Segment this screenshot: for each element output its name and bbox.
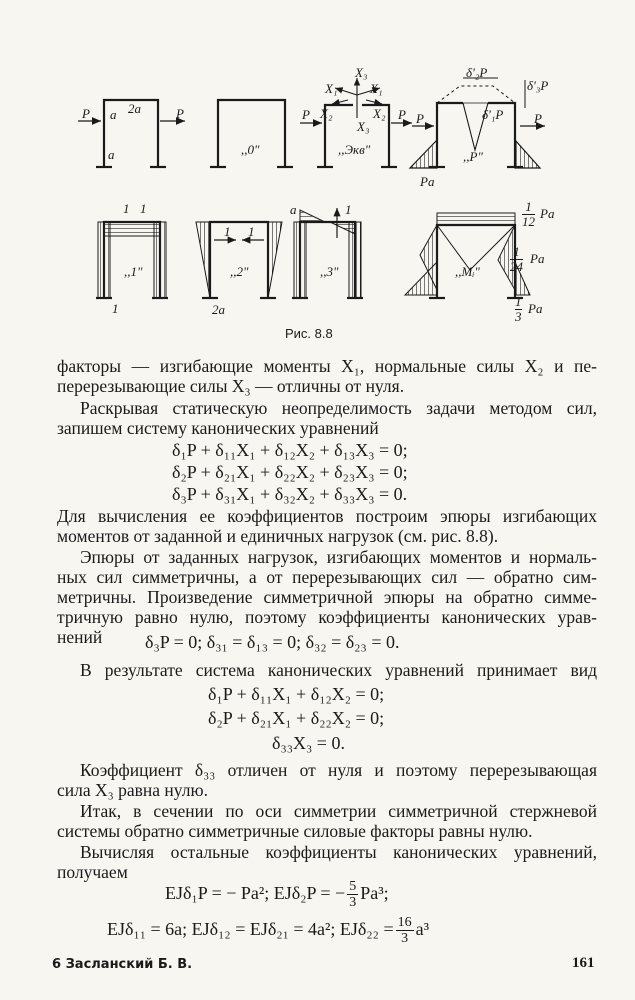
- label-x3-top: X₃: [355, 65, 368, 80]
- p5-line1: В результате система канонических уравнений принимает вид: [80, 660, 597, 680]
- label-a-3: a: [290, 202, 297, 217]
- figure-8-8: [0, 0, 635, 350]
- p6-line2: сила X₃ равна нулю.: [57, 780, 208, 800]
- equation-6: δ₂P + δ₂₁X₁ + δ₂₂X₂ = 0;: [208, 708, 385, 728]
- label-p-right-1: P: [176, 106, 184, 121]
- label-p-left-3: P: [302, 107, 310, 122]
- equation-9-left: EJδ₁₁ = 6a; EJδ₁₂ = EJδ₂₁ = 4a²; EJδ₂₂ =: [107, 919, 394, 939]
- equation-9-fraction: $\frac{16}{3}$: [397, 915, 412, 947]
- label-a-2: a: [108, 147, 115, 162]
- label-2a-2: 2a: [212, 302, 225, 317]
- equation-1: δ₁P + δ₁₁X₁ + δ₁₂X₂ + δ₁₃X₃ = 0;: [172, 440, 408, 460]
- figure-caption: Рис. 8.8: [285, 326, 333, 341]
- p4-line5: нений: [57, 627, 103, 647]
- label-p-right-4: P: [534, 111, 542, 126]
- label-x2-right: X₂: [373, 106, 386, 121]
- label-d2p: δ'₂P: [466, 65, 488, 80]
- equation-7: δ₃₃X₃ = 0.: [272, 733, 345, 753]
- label-pa-2: Pa: [540, 206, 555, 221]
- label-state-1: ,,1": [124, 264, 143, 279]
- p1-line2: перерезывающие силы X₃ — отличны от нуля.: [57, 376, 405, 396]
- label-x2-left: X₂: [320, 106, 333, 121]
- p4-line1: Эпюры от заданных нагрузок, изгибающих моментов и нормаль-: [80, 547, 597, 567]
- p6-line1: Коэффициент δ₃₃ отличен от нуля и поэтому перерезывающая: [80, 760, 597, 780]
- label-pa-4: Pa: [528, 301, 543, 316]
- footer-signature: 6 Засланский Б. В.: [52, 957, 193, 972]
- p1-line1: факторы — изгибающие моменты X₁, нормальные силы X₂ и пе-: [57, 356, 597, 376]
- label-state-3: ,,3": [320, 264, 339, 279]
- label-d3p: δ'₃P: [527, 78, 549, 93]
- equation-5: δ₁P + δ₁₁X₁ + δ₁₂X₂ = 0;: [208, 684, 385, 704]
- equation-8-left: EJδ₁P = − Pa²; EJδ₂P = −: [165, 883, 346, 903]
- label-p-left-4: P: [416, 111, 424, 126]
- p2-line1: Раскрывая статическую неопределимость задачи методом сил,: [80, 398, 597, 418]
- equation-2: δ₂P + δ₂₁X₁ + δ₂₂X₂ + δ₂₃X₃ = 0;: [172, 462, 408, 482]
- p7-line2: системы обратно симметричные силовые факторы равны нулю.: [57, 821, 533, 841]
- label-frac-1-12: 1 12: [522, 199, 535, 229]
- equation-3: δ₃P + δ₃₁X₁ + δ₃₂X₂ + δ₃₃X₃ = 0.: [172, 484, 408, 504]
- equation-9: [107, 912, 429, 946]
- p7-line1: Итак, в сечении по оси симметрии симметричной стержневой: [80, 801, 597, 821]
- label-x1-left: X₁: [325, 81, 338, 96]
- label-state-ekv: ,,Экв": [338, 142, 371, 157]
- p4-line3: метричны. Произведение симметричной эпюры на обратно симме-: [57, 587, 597, 607]
- p8-line2: получаем: [57, 862, 128, 882]
- label-one-b: 1: [140, 201, 147, 216]
- label-x3-bottom: X₃: [357, 119, 370, 134]
- page-number: 161: [572, 955, 595, 971]
- label-p-right-3: P: [398, 107, 406, 122]
- label-2a-1: 2a: [128, 101, 141, 116]
- label-p-left-1: P: [82, 106, 90, 121]
- frame-6-structure: [210, 222, 268, 298]
- label-d1p: δ'₁P: [482, 107, 504, 122]
- p2-line2: запишем систему канонических уравнений: [57, 418, 379, 438]
- p4-line2: ных сил симметричны, а от перерезывающих сил — обратно сим-: [57, 567, 597, 587]
- equation-8-fraction: $\frac{5}{3}$: [349, 879, 357, 911]
- label-one-d: 1: [224, 224, 231, 239]
- equation-8-right: Pa³;: [360, 883, 389, 903]
- label-frac-1-24: 1 24: [510, 244, 523, 274]
- equation-8: [165, 876, 389, 910]
- equation-4: δ₃P = 0; δ₃₁ = δ₁₃ = 0; δ₃₂ = δ₂₃ = 0.: [145, 632, 400, 652]
- p3-line2: моментов от заданной и единичных нагрузок (см. рис. 8.8).: [57, 526, 499, 546]
- p8-line1: Вычисляя остальные коэффициенты канонических уравнений,: [80, 842, 597, 862]
- label-one-c: 1: [112, 301, 119, 316]
- label-x1-right: X₁: [370, 81, 383, 96]
- label-one-a: 1: [123, 201, 130, 216]
- label-one-f: 1: [345, 202, 352, 217]
- label-state-msum: ,,Mᵢ": [455, 264, 480, 279]
- label-state-2: ,,2": [230, 264, 249, 279]
- label-pa-3: Pa: [530, 251, 545, 266]
- p4-line4: тричную равно нулю, поэтому коэффициенты канонических урав-: [57, 607, 597, 627]
- label-a-1: a: [110, 107, 117, 122]
- equation-9-right: a³: [415, 919, 430, 939]
- p3-line1: Для вычисления ее коэффициентов построим эпюры изгибающих: [57, 506, 597, 526]
- label-one-e: 1: [248, 224, 255, 239]
- label-state-p: ,,P": [463, 149, 483, 164]
- label-pa-1: Pa: [420, 174, 435, 189]
- label-frac-1-3: 1 3: [515, 294, 522, 324]
- label-state-0: ,,0": [241, 142, 260, 157]
- frame-7-structure: [300, 222, 355, 298]
